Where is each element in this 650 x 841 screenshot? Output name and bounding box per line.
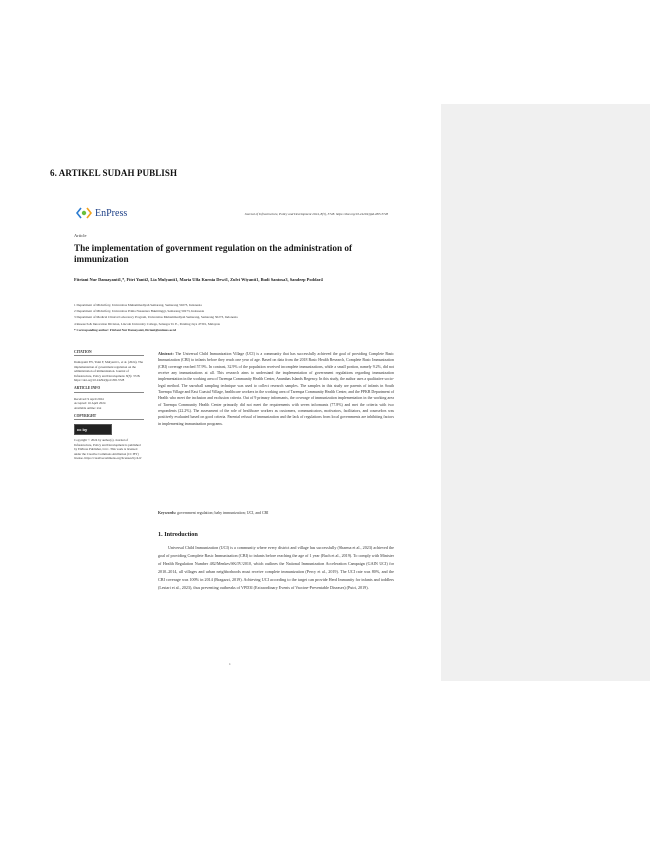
abstract-label: Abstract:	[158, 352, 174, 356]
copyright-text: Copyright © 2024 by author(s). Journal of Infrastructure, Policy and Development is published by EnPress Publisher, LLC. This work is licensed under the Creative Commons Attribution (CC BY) license. https://creativecommons.org/licenses/by/4.0/	[74, 438, 142, 461]
citation-text: Damayanti FN, Yanti F, Mulyanti L, et al. (2024). The implementation of government regulation on the administration of immunization. Journal of Infrastructure, Policy and Development. 8(5): 3728. https://doi.org/10.24294/jipd.v8i5.3728	[74, 360, 144, 383]
journal-reference: Journal of Infrastructure, Policy and Development 2024, 8(5), 3728. https://doi.org/10.24294/jipd.v8i5.3728	[244, 212, 388, 216]
copyright-heading: COPYRIGHT	[74, 414, 144, 420]
corresponding-author: * Corresponding author: Fitriani Nur Damayanti, fitriani@unimus.ac.id	[74, 327, 177, 332]
cc-license-badge-icon: cc by	[74, 424, 112, 435]
received-date: Received: 9 April 2024	[74, 396, 104, 401]
keywords-label: Keywords:	[158, 511, 177, 515]
abstract	[158, 351, 394, 427]
accepted-date: Accepted: 16 April 2024	[74, 401, 106, 406]
publisher-logo	[76, 206, 127, 220]
article-sidebar	[74, 350, 144, 465]
affiliation-4: 4 Research & Innovation Division, Lincoln University College, Selangor D. E., Petaling Jaya 47301, Malaysia	[74, 321, 220, 326]
section-heading: 6. ARTIKEL SUDAH PUBLISH	[50, 168, 178, 178]
page-number: 1	[229, 662, 231, 666]
author-list: Fitriani Nur Damayanti1,*, Fitri Yanti2, Lia Mulyanti1, Maria Ulfa Kurnia Dewi1, Zulvi Wiyanti1, Budi Santosa3, Sandeep Poddar4	[74, 277, 323, 282]
article-title: The implementation of government regulation on the administration of immunization	[74, 243, 352, 264]
comment-pane	[441, 104, 650, 681]
affiliation-3: 3 Department of Medical Clinical Laboratory Program, Universitas Muhammadiyah Semarang, Semarang 50273, Indonesia	[74, 315, 238, 320]
article-info-heading: ARTICLE INFO	[74, 386, 144, 392]
article-page	[72, 200, 394, 672]
keywords	[158, 511, 394, 515]
enpress-logo-icon	[76, 206, 92, 220]
affiliations	[74, 302, 374, 333]
keywords-text: government regulation; baby immunization; UCI, and CBI	[177, 511, 269, 515]
publisher-name: EnPress	[95, 207, 128, 219]
citation-heading: CITATION	[74, 350, 144, 356]
affiliation-2: 2 Department of Midwifery, Universitas Prima Nusantara Bukittinggi, Semarang 50273, Indonesia	[74, 309, 205, 314]
introduction-heading: 1. Introduction	[158, 531, 198, 538]
article-type: Article	[74, 233, 87, 238]
affiliation-1: 1 Department of Midwifery, Universitas Muhammadiyah Semarang, Semarang 50273, Indonesia	[74, 303, 202, 307]
available-date: Available online: xxx	[74, 405, 102, 410]
introduction-text: Universal Child Immunization (UCI) is a community where every district and village has successfully (Sharma et al., 2023) achieved the goal of providing Complete Basic Immunization (CBI) to infants before reaching the age of 1 year (Bach et al., 2019). To comply with Minister of Health Regulation Number 482/Menkes/SK/IV/2010, which outlines the National Immunization Acceleration Campaign (GAIN UCI) for 2010–2014, all villages and urban neighborhoods must receive complete immunization (Percy et al., 2019). The UCI rate was 80%, and the CBI coverage was 100% in 2014 (Bragazzi, 2019). Achieving UCI according to the target can provide Herd Immunity for infants and toddlers (Lestari et al., 2023), thus preventing outbreaks of VPD3I (Extraordinary Events of Vaccine-Preventable Diseases) (Putri, 2019).	[158, 545, 394, 590]
abstract-text: The Universal Child Immunization Village (UCI) is a community that has successfully achieved the goal of providing Complete Basic Immunization (CBI) to infants before they reach one year of age. Based on data from the 2018 Basic Health Research, Complete Basic Immunization (CBI) coverage reached 57.9%. In contrast, 32.9% of the population received incomplete immunizations, while a small portion, namely 9.2%, did not receive any immunizations at all. This research aims to understand the implementation of government regulations regarding immunization implementation in the working area of Tarempa Community Health Center, Anambas Islands Regency. In this study, the author uses a qualitative socio-legal method. The snowball sampling technique was used to collect research samples. The samples in this study are parents of infants in South Tarempa Village and East Coastal Village, healthcare workers in the working area of Tarempa Community Health Center, and the PPKB Department of Health who meet the inclusion and exclusion criteria. Out of 9 primary informants, the coverage of immunization implementation in the working area of Tarempa Community Health Center primarily did not meet the requirements with seven informants (77.8%) and met the criteria with two respondents (22.2%). The assessment of the role of healthcare workers as customers, communicators, motivators, facilitators, and counselors was positively evaluated based on good criteria. Parental refusal of immunization and the lack of regulations from local governments are inhibiting factors in implementing immunization programs.	[158, 352, 395, 426]
